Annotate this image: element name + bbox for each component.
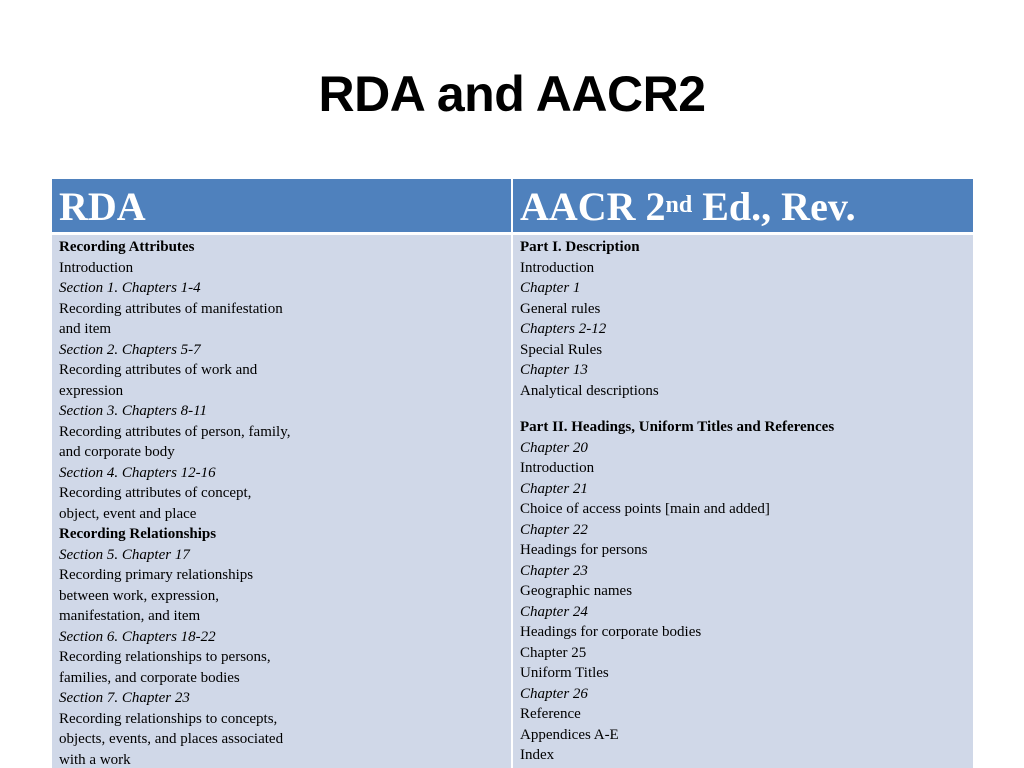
header-aacr2-tail: Ed., Rev. — [692, 184, 856, 229]
outline-line: with a work — [59, 751, 131, 768]
outline-line: Chapter 25 — [520, 644, 587, 661]
outline-line: Recording relationships to persons, — [59, 649, 271, 665]
table-header-row — [52, 179, 973, 234]
outline-line: Index — [520, 747, 555, 763]
outline-line: object, event and place — [59, 505, 197, 522]
outline-line: Reference — [520, 706, 581, 722]
outline-line: Special Rules — [520, 341, 603, 358]
outline-line: Recording relationships to concepts, — [59, 710, 278, 727]
outline-line: Section 3. Chapters 8-11 — [59, 403, 208, 419]
outline-line: Section 7. Chapter 23 — [59, 690, 190, 706]
rda-column-cell — [52, 234, 512, 768]
comparison-table — [52, 179, 973, 768]
outline-line: Chapter 13 — [520, 362, 588, 378]
outline-line: Recording attributes of concept, — [59, 485, 252, 501]
outline-line: expression — [59, 382, 124, 399]
outline-line: Analytical descriptions — [520, 382, 659, 399]
outline-line: Section 6. Chapters 18-22 — [59, 628, 216, 645]
outline-line: Chapter 26 — [520, 685, 588, 702]
outline-line: Choice of access points [main and added] — [520, 501, 770, 517]
outline-line: Appendices A-E — [520, 726, 619, 743]
aacr2-column-cell — [512, 234, 973, 768]
outline-line: manifestation, and item — [59, 608, 201, 624]
outline-line: Recording primary relationships — [59, 567, 254, 583]
outline-line: Uniform Titles — [520, 665, 609, 681]
outline-line: Introduction — [520, 259, 595, 276]
outline-line: and item — [59, 321, 112, 337]
slide-title: RDA and AACR2 — [318, 66, 706, 122]
outline-line: Section 2. Chapters 5-7 — [59, 341, 201, 358]
outline-line: Recording Attributes — [59, 239, 195, 255]
aacr2-outline — [520, 237, 966, 766]
outline-line: General rules — [520, 300, 601, 317]
outline-line: Headings for corporate bodies — [520, 624, 702, 640]
outline-line: families, and corporate bodies — [59, 669, 240, 686]
outline-line: Section 5. Chapter 17 — [59, 546, 190, 563]
outline-line: Recording attributes of person, family, — [59, 423, 291, 440]
outline-line: Chapter 23 — [520, 562, 588, 579]
outline-line: between work, expression, — [59, 587, 219, 604]
outline-line: Chapter 24 — [520, 603, 588, 620]
outline-line: Chapter 21 — [520, 480, 588, 497]
outline-line: Section 4. Chapters 12-16 — [59, 464, 216, 481]
outline-line: Chapter 22 — [520, 521, 588, 538]
outline-line: Recording attributes of manifestation — [59, 300, 283, 317]
outline-line: Introduction — [520, 460, 595, 476]
outline-line: objects, events, and places associated — [59, 731, 284, 747]
outline-line: Introduction — [59, 259, 134, 276]
outline-line: Part II. Headings, Uniform Titles and References — [520, 419, 835, 435]
outline-line: and corporate body — [59, 444, 175, 460]
header-aacr2 — [512, 179, 973, 234]
table-body-row — [52, 234, 973, 768]
outline-line: Geographic names — [520, 583, 633, 599]
outline-line: Headings for persons — [520, 542, 648, 558]
outline-line: Chapter 1 — [520, 280, 581, 296]
header-rda: RDA — [52, 179, 512, 234]
outline-line: Chapter 20 — [520, 439, 588, 456]
outline-line: Recording attributes of work and — [59, 362, 258, 378]
header-aacr2-superscript: nd — [665, 192, 693, 218]
rda-outline — [59, 237, 504, 768]
outline-line: Section 1. Chapters 1-4 — [59, 280, 201, 296]
header-aacr2-main: AACR 2 — [520, 184, 666, 229]
outline-line: Part I. Description — [520, 239, 640, 255]
outline-line: Recording Relationships — [59, 526, 217, 542]
outline-line: Chapters 2-12 — [520, 321, 607, 337]
